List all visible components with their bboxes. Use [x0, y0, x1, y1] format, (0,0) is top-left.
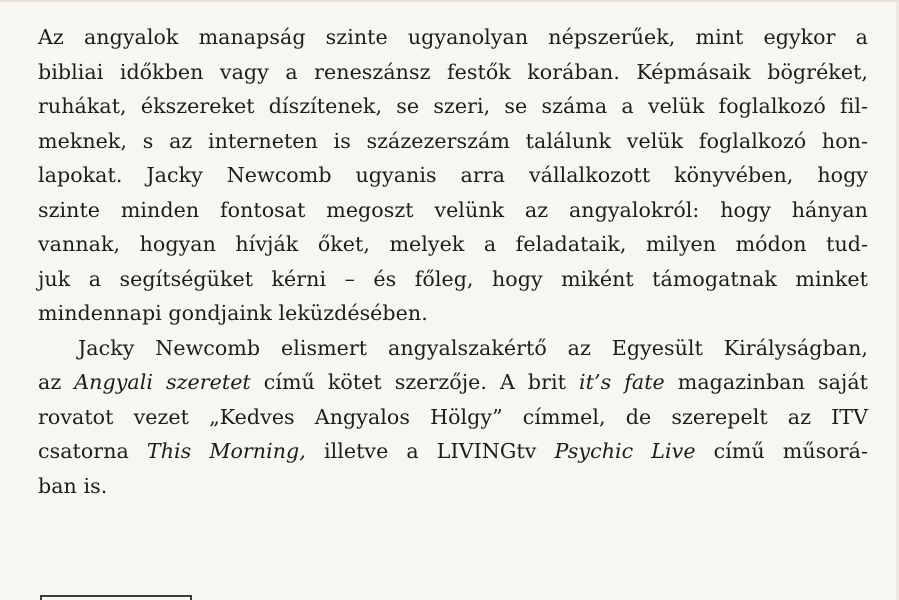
- text-run: az: [38, 370, 75, 394]
- text-line: Jacky Newcomb elismert angyalszakértő az Egyesült Királyságban,: [78, 335, 868, 360]
- text-line: [38, 434, 868, 469]
- text-line: ruhákat, ékszereket díszítenek, se szeri, se száma a velük foglalkozó fil-: [38, 94, 868, 118]
- text-run: magazinban saját: [664, 370, 868, 394]
- text-run: című kötet szerzője. A brit: [250, 370, 580, 394]
- text-run: illetve a LIVINGtv: [305, 439, 555, 463]
- show-title-italic: Psychic Live: [554, 439, 696, 463]
- magazine-title-italic: it’s fate: [579, 370, 665, 394]
- paragraph-1: [38, 20, 868, 331]
- text-line: [38, 365, 868, 400]
- text-line: meknek, s az interneten is százezerszám találunk velük foglalkozó hon-: [38, 128, 868, 153]
- text-run: csatorna: [38, 439, 147, 463]
- text-line: juk a segítségüket kérni – és főleg, hogy miként támogatnak minket: [38, 266, 868, 291]
- text-run: című műsorá-: [695, 439, 868, 463]
- text-line: rovatot vezet „Kedves Angyalos Hölgy” címmel, de szerepelt az ITV: [38, 404, 868, 429]
- text-line: mindennapi gondjaink leküzdésében.: [38, 301, 428, 325]
- show-title-italic: This Morning,: [146, 439, 306, 463]
- bottom-box-edge: [40, 595, 192, 600]
- body-text: [38, 20, 868, 503]
- paragraph-2: [38, 331, 868, 504]
- text-line: szinte minden fontosat megoszt velünk az angyalokról: hogy hányan: [38, 197, 868, 222]
- text-line: ban is.: [38, 473, 108, 498]
- text-line: bibliai időkben vagy a reneszánsz festők korában. Képmásaik bögréket,: [38, 59, 868, 84]
- text-line: lapokat. Jacky Newcomb ugyanis arra vállalkozott könyvében, hogy: [38, 163, 868, 187]
- book-title-italic: Angyali szeretet: [74, 370, 251, 394]
- text-line: vannak, hogyan hívják őket, melyek a feladataik, milyen módon tud-: [38, 232, 868, 256]
- text-line: Az angyalok manapság szinte ugyanolyan népszerűek, mint egykor a: [38, 25, 868, 49]
